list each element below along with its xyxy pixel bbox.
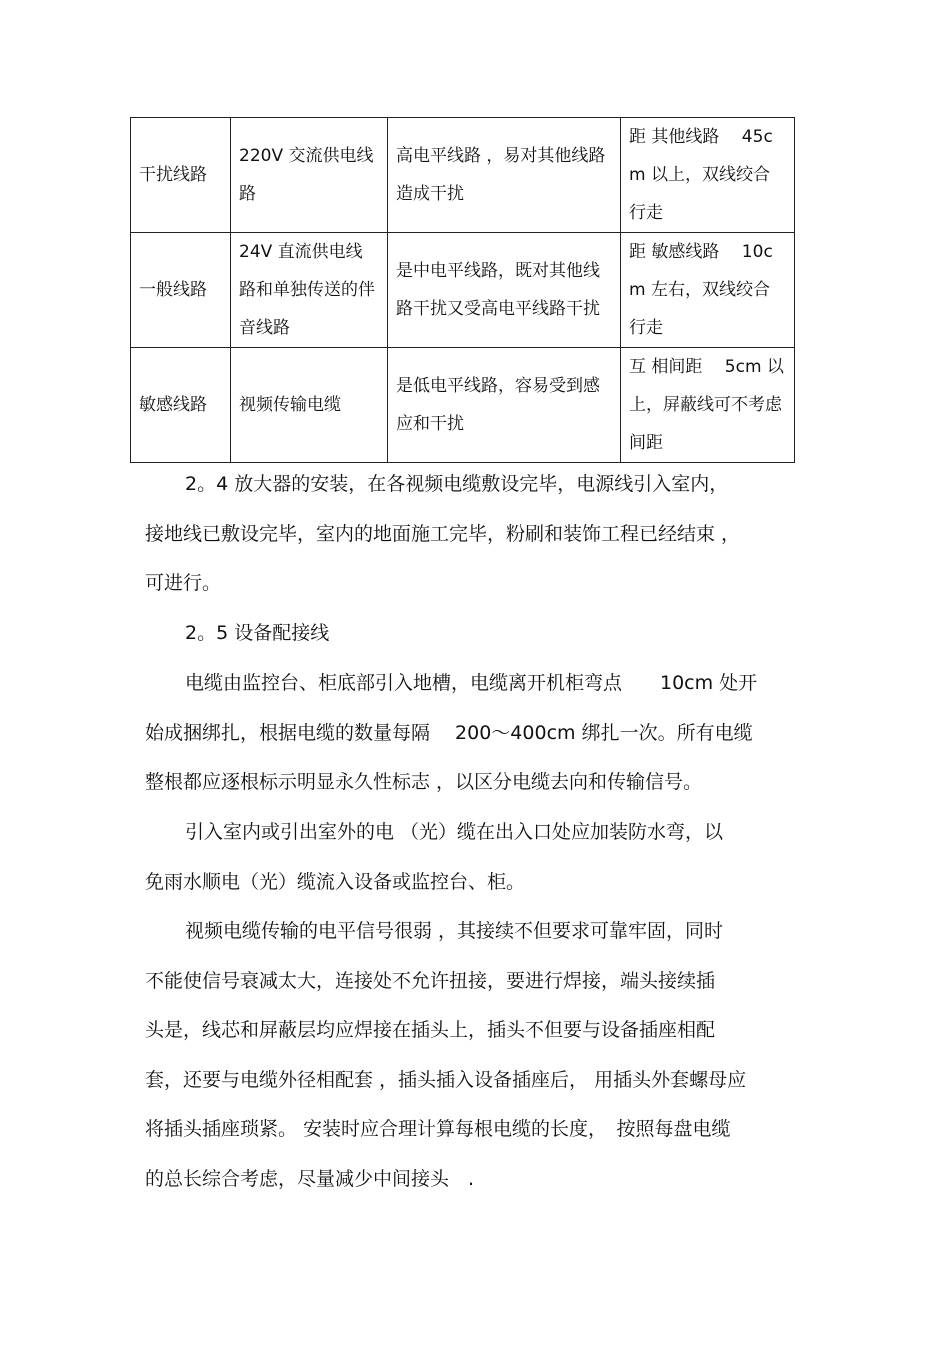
paragraph-line: 视频电缆传输的电平信号很弱 ，其接续不但要求可靠牢固，同时 xyxy=(185,920,724,942)
paragraph-line: 引入室内或引出室外的电 （光）缆在出入口处应加装防水弯，以 xyxy=(185,821,724,843)
table-row xyxy=(131,233,795,348)
line-desc-cell: 视频传输电缆 xyxy=(231,348,388,463)
paragraph-line: 不能使信号衰减太大，连接处不允许扭接，要进行焊接，端头接续插 xyxy=(145,969,716,992)
paragraph-line: 的总长综合考虑，尽量减少中间接头 . xyxy=(145,1167,475,1190)
paragraph-line: 接地线已敷设完毕，室内的地面施工完毕，粉刷和装饰工程已经结束 ， xyxy=(145,522,741,545)
paragraph-line: 套，还要与电缆外径相配套 ，插头插入设备插座后， 用插头外套螺母应 xyxy=(145,1068,747,1091)
line-feature-cell: 是中电平线路，既对其他线路干扰又受高电平线路干扰 xyxy=(388,233,621,348)
table-row xyxy=(131,118,795,233)
paragraph-line: 可进行。 xyxy=(145,572,222,594)
paragraph-cable-binding xyxy=(145,659,810,808)
line-requirement-cell: 距 敏感线路 10cm 左右，双线绞合行走 xyxy=(621,233,795,348)
paragraph-line: 2。4 放大器的安装，在各视频电缆敷设完毕，电源线引入室内， xyxy=(185,473,729,495)
section-heading: 2。5 设备配接线 xyxy=(185,622,330,644)
section-heading-wiring xyxy=(145,609,810,659)
line-requirement-cell: 距 其他线路 45cm 以上，双线绞合行走 xyxy=(621,118,795,233)
paragraph-amplifier-install xyxy=(145,460,810,609)
line-type-cell: 干扰线路 xyxy=(131,118,231,233)
paragraph-line: 将插头插座琐紧。 安装时应合理计算每根电缆的长度， 按照每盘电缆 xyxy=(145,1118,731,1140)
cable-spec-table xyxy=(130,117,795,463)
line-type-cell: 一般线路 xyxy=(131,233,231,348)
paragraph-line: 免雨水顺电（光）缆流入设备或监控台、柜。 xyxy=(145,870,526,893)
paragraph-line: 头是，线芯和屏蔽层均应焊接在插头上，插头不但要与设备插座相配 xyxy=(145,1019,716,1041)
paragraph-line: 电缆由监控台、柜底部引入地槽，电缆离开机柜弯点 10cm 处开 xyxy=(185,672,758,694)
line-desc-cell: 220V 交流供电线路 xyxy=(231,118,388,233)
paragraph-video-cable-joint xyxy=(145,907,810,1204)
paragraph-line: 整根都应逐根标示明显永久性标志 ，以区分电缆去向和传输信号。 xyxy=(145,771,703,793)
line-feature-cell: 高电平线路 ，易对其他线路造成干扰 xyxy=(388,118,621,233)
paragraph-waterproof-bend xyxy=(145,808,810,907)
paragraph-line: 始成捆绑扎，根据电缆的数量每隔 200～400cm 绑扎一次。所有电缆 xyxy=(145,721,753,744)
table-row xyxy=(131,348,795,463)
line-requirement-cell: 互 相间距 5cm 以上，屏蔽线可不考虑间距 xyxy=(621,348,795,463)
line-desc-cell: 24V 直流供电线路和单独传送的伴音线路 xyxy=(231,233,388,348)
line-feature-cell: 是低电平线路，容易受到感应和干扰 xyxy=(388,348,621,463)
line-type-cell: 敏感线路 xyxy=(131,348,231,463)
